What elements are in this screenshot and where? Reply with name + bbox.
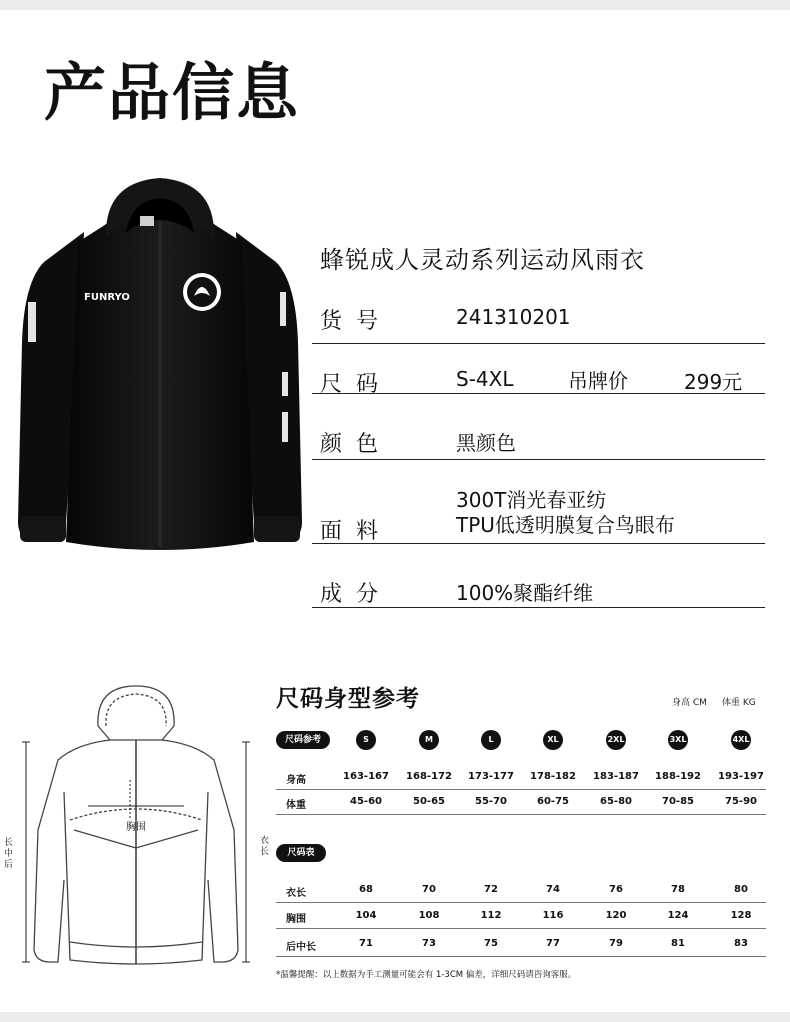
item-no-value: 241310201 bbox=[456, 305, 571, 329]
length-cell: 74 bbox=[546, 884, 560, 895]
chest-cell: 124 bbox=[667, 910, 689, 921]
size-circle: S bbox=[356, 730, 376, 750]
brand-logo: FUNRYO bbox=[84, 292, 130, 303]
length-cell: 72 bbox=[484, 884, 498, 895]
size-value: S-4XL bbox=[456, 367, 514, 391]
weight-cell: 75-90 bbox=[725, 796, 757, 807]
size-circle: XL bbox=[543, 730, 563, 750]
height-cell: 173-177 bbox=[468, 771, 514, 782]
info-row-size bbox=[312, 343, 765, 397]
back-length-label: 长中后 bbox=[4, 838, 14, 870]
size-ref-tag: 尺码参考 bbox=[276, 731, 330, 749]
fabric-label: 面料 bbox=[320, 519, 393, 544]
chest-cell: 104 bbox=[355, 910, 377, 921]
page-title: 产品信息 bbox=[44, 56, 301, 129]
fabric-line-1: 300T消光春亚纺 bbox=[456, 488, 607, 512]
back-row-label: 后中长 bbox=[286, 942, 316, 953]
color-label: 颜色 bbox=[320, 432, 393, 457]
divider bbox=[276, 902, 766, 903]
length-measure-label: 衣长 bbox=[260, 836, 270, 857]
info-row-composition bbox=[312, 543, 765, 608]
product-name: 蜂锐成人灵动系列运动风雨衣 bbox=[320, 246, 645, 274]
length-cell: 76 bbox=[609, 884, 623, 895]
back-length-cell: 79 bbox=[609, 938, 623, 949]
length-cell: 78 bbox=[671, 884, 685, 895]
info-row-fabric bbox=[312, 459, 765, 544]
length-cell: 70 bbox=[422, 884, 436, 895]
top-band bbox=[0, 0, 790, 10]
weight-cell: 45-60 bbox=[350, 796, 382, 807]
item-no-label: 货号 bbox=[320, 309, 393, 334]
length-cell: 68 bbox=[359, 884, 373, 895]
size-circle: M bbox=[419, 730, 439, 750]
chest-row-label: 胸围 bbox=[286, 914, 306, 925]
bottom-band bbox=[0, 1012, 790, 1022]
back-length-cell: 75 bbox=[484, 938, 498, 949]
jacket-line-drawing bbox=[0, 680, 272, 980]
chest-cell: 116 bbox=[542, 910, 564, 921]
weight-row-label: 体重 bbox=[286, 800, 306, 811]
info-row-item-no bbox=[312, 281, 765, 344]
size-ref-title: 尺码身型参考 bbox=[276, 686, 420, 712]
size-circle: 2XL bbox=[606, 730, 626, 750]
height-cell: 163-167 bbox=[343, 771, 389, 782]
color-value: 黑颜色 bbox=[456, 431, 516, 455]
size-circle: 4XL bbox=[731, 730, 751, 750]
weight-cell: 65-80 bbox=[600, 796, 632, 807]
chest-cell: 128 bbox=[730, 910, 752, 921]
back-length-cell: 71 bbox=[359, 938, 373, 949]
weight-cell: 50-65 bbox=[413, 796, 445, 807]
chest-cell: 120 bbox=[605, 910, 627, 921]
size-circle: 3XL bbox=[668, 730, 688, 750]
back-length-cell: 83 bbox=[734, 938, 748, 949]
measurement-note: *温馨提醒：以上数据为手工测量可能会有 1-3CM 偏差，详细尺码请咨询客服。 bbox=[276, 970, 577, 980]
size-table-tag: 尺码表 bbox=[276, 844, 326, 862]
height-cell: 183-187 bbox=[593, 771, 639, 782]
composition-value: 100%聚酯纤维 bbox=[456, 581, 594, 605]
height-cell: 193-197 bbox=[718, 771, 764, 782]
height-cell: 178-182 bbox=[530, 771, 576, 782]
unit-weight: 体重 KG bbox=[722, 698, 756, 708]
price-value: 299元 bbox=[684, 370, 743, 394]
length-cell: 80 bbox=[734, 884, 748, 895]
length-row-label: 衣长 bbox=[286, 888, 306, 899]
height-row-label: 身高 bbox=[286, 775, 306, 786]
chest-measure-label: 胸围 bbox=[126, 822, 146, 833]
height-cell: 168-172 bbox=[406, 771, 452, 782]
price-label: 吊牌价 bbox=[568, 369, 628, 393]
jacket-photo bbox=[14, 172, 306, 554]
weight-cell: 60-75 bbox=[537, 796, 569, 807]
composition-label: 成分 bbox=[320, 582, 393, 607]
divider bbox=[276, 789, 766, 790]
chest-cell: 108 bbox=[418, 910, 440, 921]
back-length-cell: 77 bbox=[546, 938, 560, 949]
back-length-cell: 81 bbox=[671, 938, 685, 949]
back-length-cell: 73 bbox=[422, 938, 436, 949]
divider bbox=[276, 928, 766, 929]
weight-cell: 55-70 bbox=[475, 796, 507, 807]
size-circle: L bbox=[481, 730, 501, 750]
size-label: 尺码 bbox=[320, 372, 393, 397]
unit-height: 身高 CM bbox=[672, 698, 707, 708]
height-cell: 188-192 bbox=[655, 771, 701, 782]
info-row-color bbox=[312, 393, 765, 460]
chest-cell: 112 bbox=[480, 910, 502, 921]
divider bbox=[276, 956, 766, 957]
weight-cell: 70-85 bbox=[662, 796, 694, 807]
fabric-line-2: TPU低透明膜复合鸟眼布 bbox=[456, 513, 675, 537]
divider bbox=[276, 814, 766, 815]
